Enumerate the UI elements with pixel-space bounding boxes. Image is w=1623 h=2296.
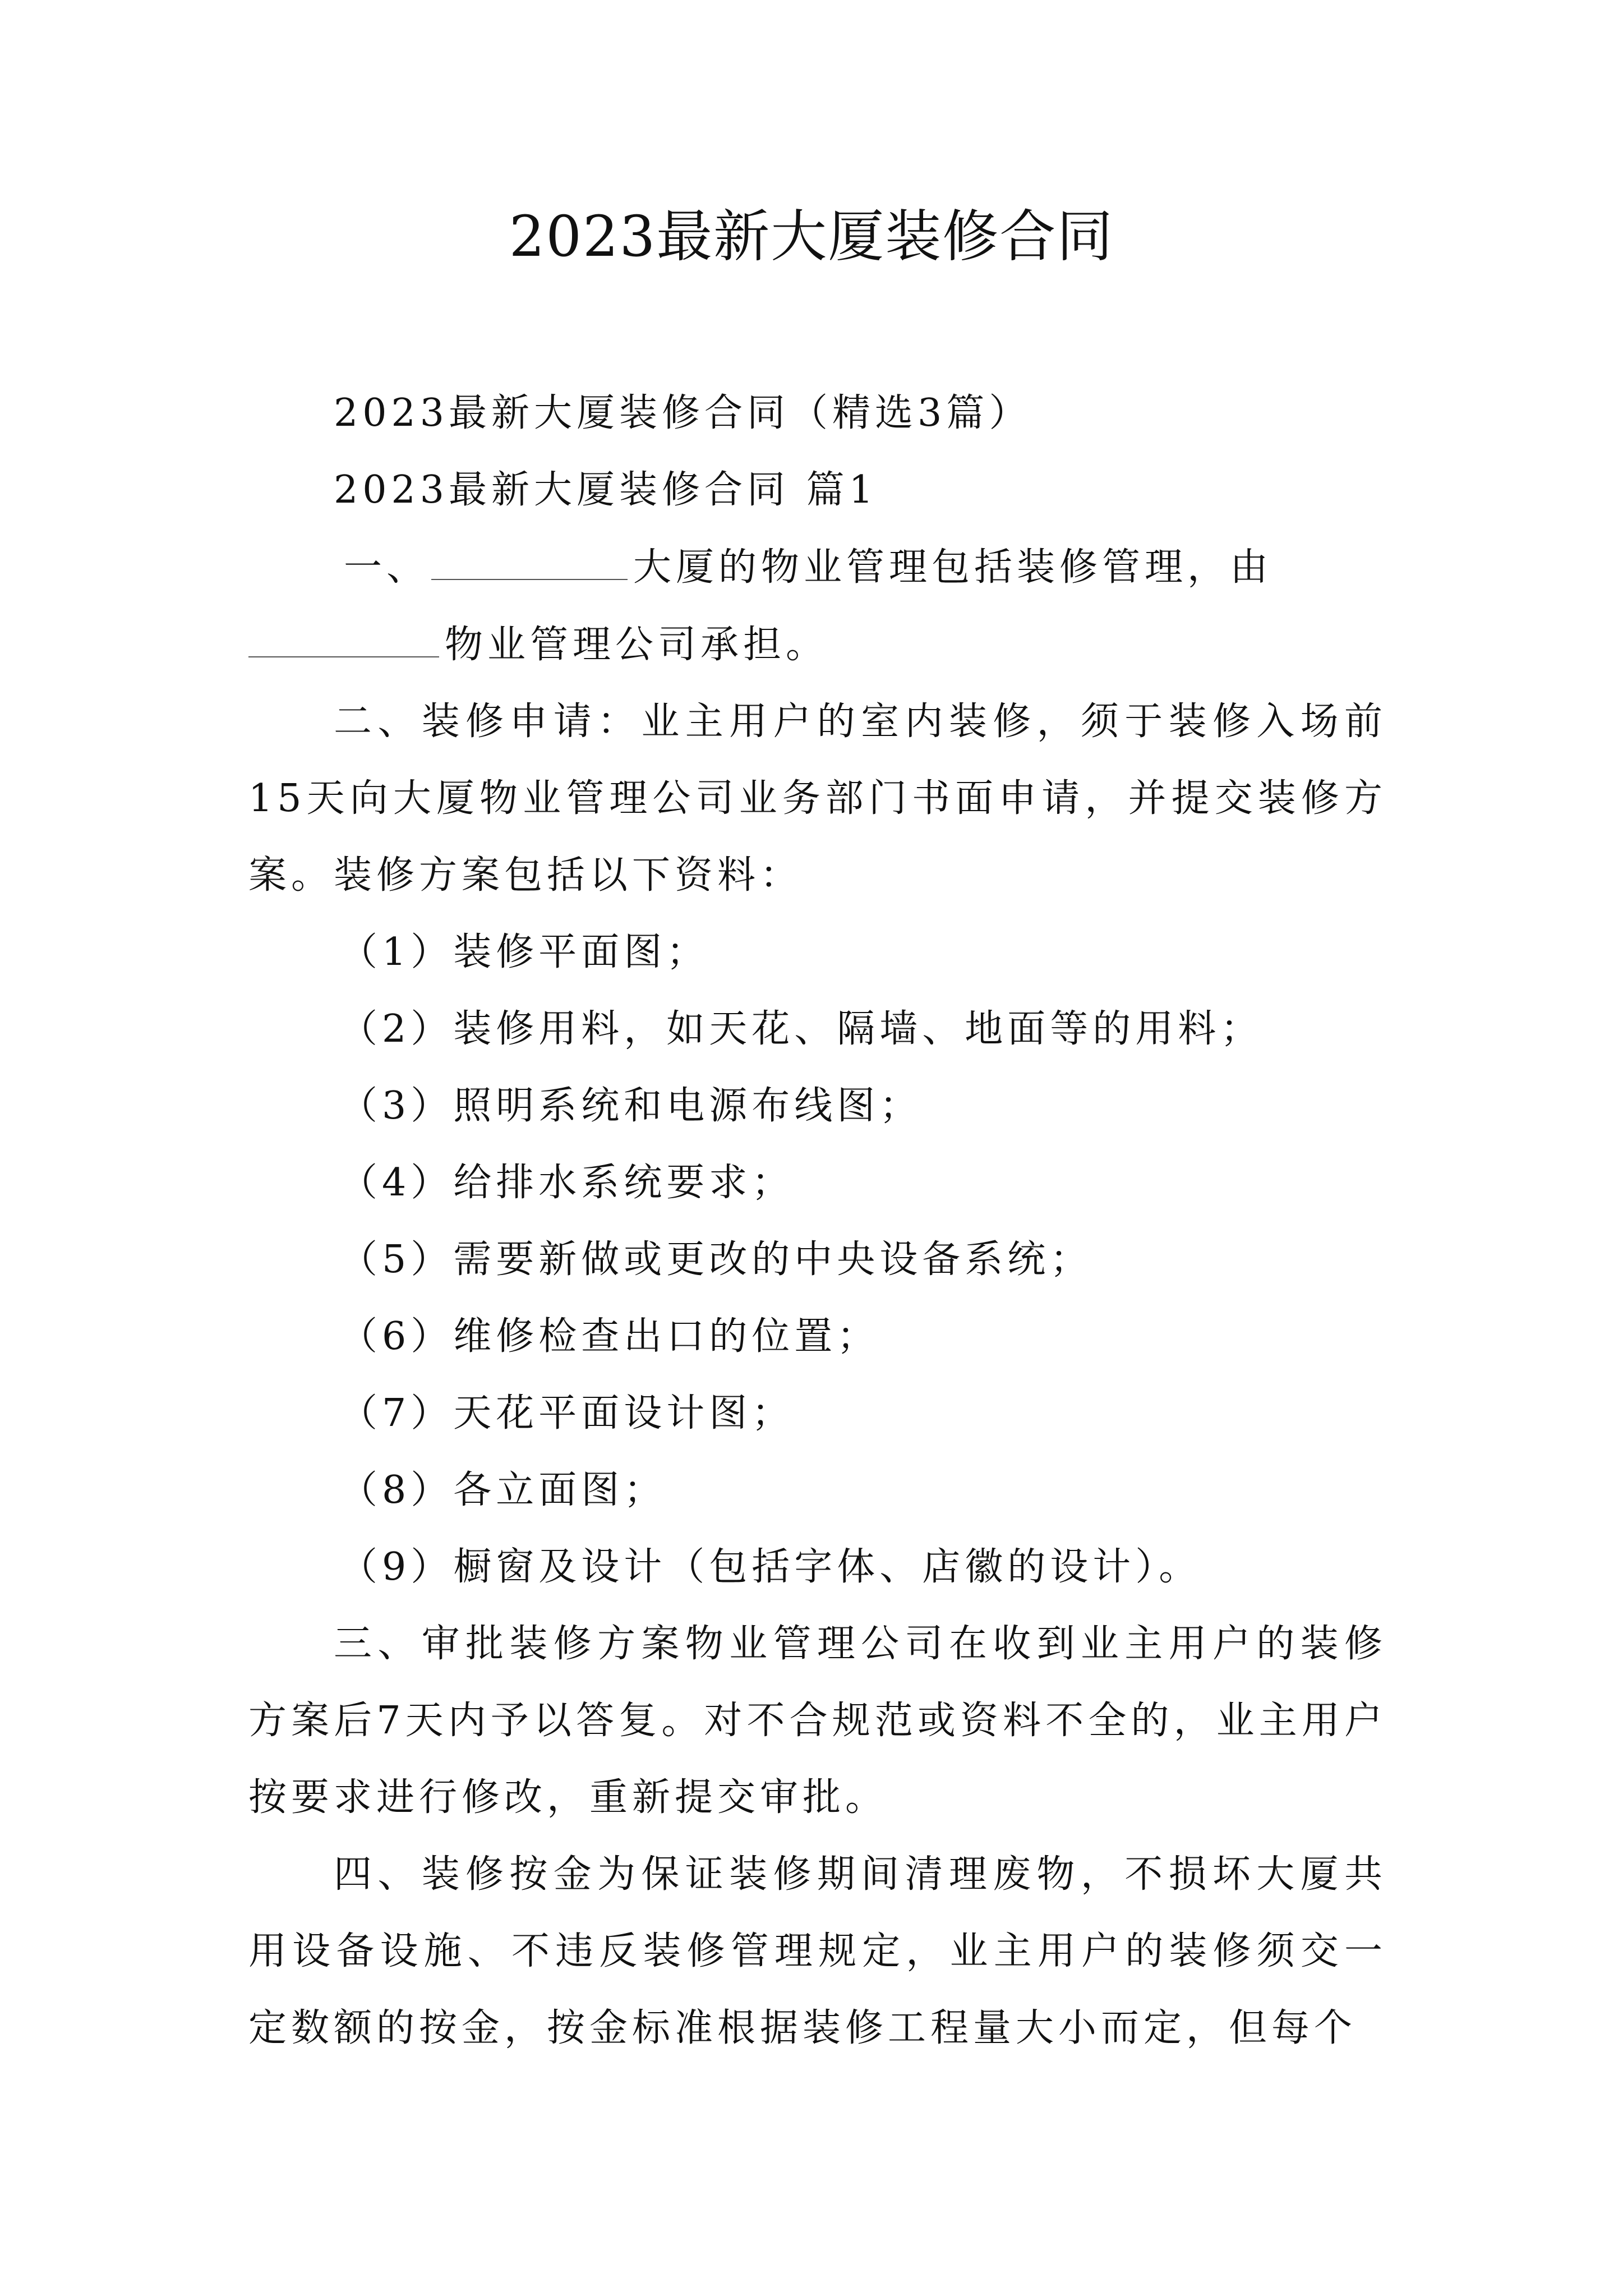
list-item: （5）需要新做或更改的中央设备系统； bbox=[339, 1237, 1093, 1282]
document-title: 2023最新大厦装修合同 bbox=[509, 204, 1114, 269]
clause-3: 三、审批装修方案物业管理公司在收到业主用户的装修方案后7天内予以答复。对不合规范或资料不全的，业主用户按要求进行修改，重新提交审批。 bbox=[248, 1622, 1387, 1820]
list-item: （3）照明系统和电源布线图； bbox=[339, 1084, 923, 1128]
clause-1-part1: 大厦的物业管理包括装修管理，由 bbox=[633, 545, 1273, 590]
clause-2: 二、装修申请：业主用户的室内装修，须于装修入场前15天向大厦物业管理公司业务部门书面申请，并提交装修方案。装修方案包括以下资料： bbox=[248, 700, 1387, 898]
blank-field-company-name[interactable] bbox=[248, 606, 439, 657]
clause-1-prefix: 一、 bbox=[344, 545, 430, 590]
list-item: （8）各立面图； bbox=[339, 1468, 667, 1512]
blank-field-building-name[interactable] bbox=[431, 528, 628, 580]
document-body bbox=[248, 375, 1387, 2067]
clause-4: 四、装修按金为保证装修期间清理废物，不损坏大厦共用设备设施、不违反装修管理规定，业主用户的装修须交一定数额的按金，按金标准根据装修工程量大小而定，但每个 bbox=[248, 1852, 1387, 2050]
clause-1 bbox=[248, 528, 1387, 683]
clause-1-part2: 物业管理公司承担。 bbox=[445, 623, 829, 667]
section-heading: 2023最新大厦装修合同 篇1 bbox=[334, 468, 878, 512]
list-item: （4）给排水系统要求； bbox=[339, 1161, 795, 1205]
document-subtitle: 2023最新大厦装修合同（精选3篇） bbox=[334, 391, 1032, 435]
list-item: （1）装修平面图； bbox=[339, 930, 709, 974]
list-item: （9）橱窗及设计（包括字体、店徽的设计）。 bbox=[339, 1545, 1202, 1589]
list-item: （6）维修检查出口的位置； bbox=[339, 1314, 880, 1359]
list-item: （2）装修用料，如天花、隔墙、地面等的用料； bbox=[339, 1007, 1264, 1051]
list-item: （7）天花平面设计图； bbox=[339, 1391, 795, 1435]
